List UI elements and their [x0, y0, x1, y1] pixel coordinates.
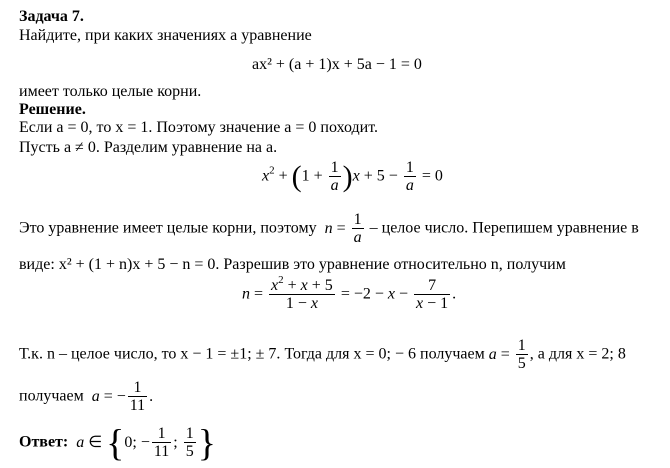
- case-zero-line: Если a = 0, то x = 1. Поэтому значение a = 0 походит.: [19, 119, 378, 136]
- task-statement: Найдите, при каких значениях a уравнение: [19, 27, 312, 44]
- rewritten-lead: виде:: [19, 256, 55, 273]
- n-expression: n = $\frac{x^2 + x + 5}{1 - x}$ = −2 − x − $\frac{7}{x - 1}$ .: [242, 274, 457, 312]
- fraction-one-over-a: $\frac{1}{a}$: [330, 159, 339, 194]
- equation-main: ax² + (a + 1)x + 5a − 1 = 0: [252, 56, 422, 73]
- rewritten-text: . Разрешив это уравнение относительно n, получим: [215, 256, 566, 273]
- task-title: Задача 7.: [19, 8, 84, 25]
- and-for-text: , а для: [529, 345, 573, 363]
- result-2-lead: получаем: [19, 387, 84, 405]
- case-nonzero-line: Пусть a ≠ 0. Разделим уравнение на a.: [19, 139, 278, 156]
- integer-condition-line: [19, 338, 626, 372]
- gives-text: получаем: [420, 345, 485, 363]
- rewritten-line: [19, 256, 566, 274]
- fraction-seven: $\frac{7}{x - 1}$: [416, 277, 449, 312]
- result-2: a = − $\frac{1}{11}$ .: [91, 379, 154, 414]
- substitution-text-a: Это уравнение имеет целые корни, поэтому: [19, 219, 317, 237]
- substitution-line: [19, 212, 639, 246]
- solution-heading: Решение.: [19, 101, 86, 118]
- substitution-formula: n = $\frac{1}{a}$: [324, 211, 362, 246]
- integer-text-a: Т.к. n – целое число, то: [19, 345, 177, 363]
- integer-condition: x − 1 = ±1; ± 7.: [180, 345, 281, 363]
- integer-text-b: Тогда для: [284, 345, 350, 363]
- answer-value: a ∈ {0; − $\frac{1}{11}$ ; $\frac{1}{5}$ }: [76, 422, 216, 464]
- fraction-n-main: $\frac{x^2 + x + 5}{1 - x}$: [271, 274, 333, 312]
- result-2-line: [19, 380, 153, 414]
- result-1: a = $\frac{1}{5}$: [488, 337, 526, 372]
- answer-label: Ответ:: [19, 433, 69, 451]
- case-values-1: x = 0; − 6: [353, 345, 416, 363]
- substitution-text-b: – целое число. Перепишем уравнение в: [369, 219, 639, 237]
- rewritten-equation: x² + (1 + n)x + 5 − n = 0: [58, 256, 216, 273]
- fraction-one-over-a-2: $\frac{1}{a}$: [405, 159, 414, 194]
- task-statement-end: имеет только целые корни.: [19, 83, 202, 100]
- equation-divided: $x^2 + (1$ + $\frac{1}{a}$ )x + 5 − $\frac{1}{a}$ = 0: [262, 159, 443, 194]
- case-values-2: x = 2; 8: [576, 345, 626, 363]
- answer-line: [19, 424, 216, 462]
